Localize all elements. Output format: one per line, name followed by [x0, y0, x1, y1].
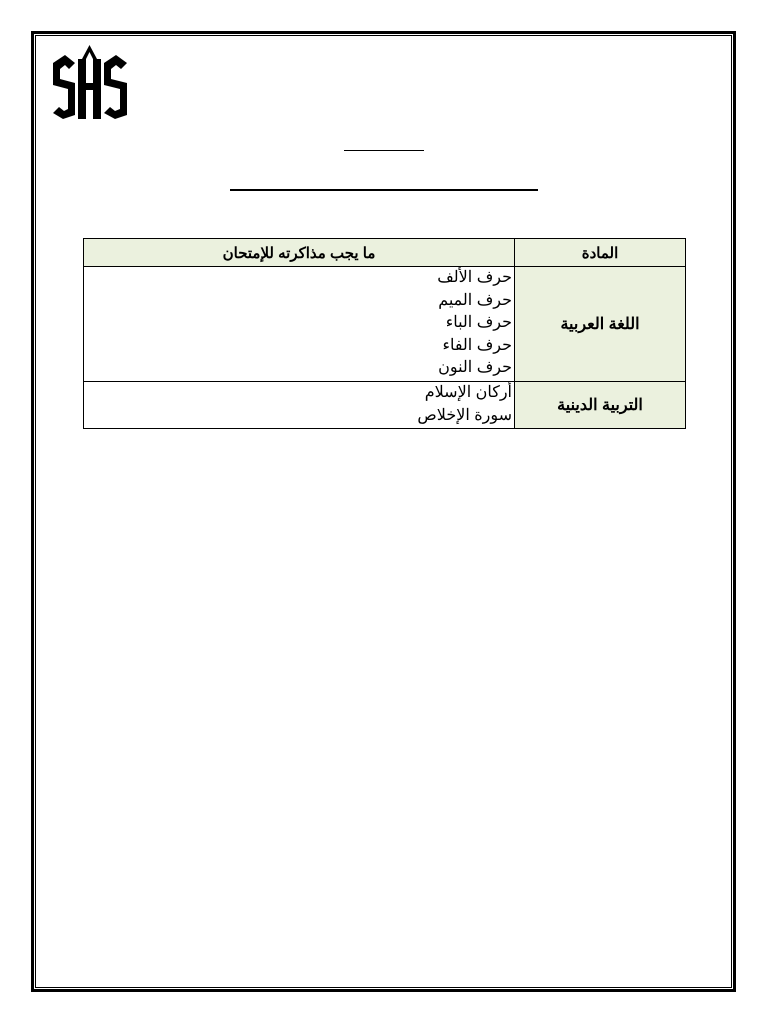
table-row: [84, 381, 686, 428]
table-header-row: [84, 239, 686, 267]
subject-cell: اللغة العربية: [515, 267, 686, 382]
title-underline-short: [344, 150, 424, 151]
list-item: حرف الألف: [437, 269, 512, 286]
content-cell: [84, 381, 515, 428]
list-item: حرف النون: [438, 359, 512, 377]
list-item: حرف الميم: [438, 291, 512, 309]
table-row: [84, 267, 686, 382]
list-item: أركان الإسلام: [424, 383, 512, 401]
exam-schedule-table: [83, 238, 686, 429]
list-item: سورة الإخلاص: [417, 406, 512, 424]
content-cell: [84, 267, 515, 382]
list-item: حرف الباء: [445, 314, 512, 332]
subject-cell: التربية الدينية: [515, 381, 686, 428]
list-item: حرف الفاء: [442, 336, 512, 354]
title-underline-long: [230, 189, 538, 191]
shs-logo: [51, 43, 129, 119]
page-border: [31, 31, 736, 992]
content-column-header: ما يجب مذاكرته للإمتحان: [84, 239, 515, 267]
subject-column-header: المادة: [515, 239, 686, 267]
